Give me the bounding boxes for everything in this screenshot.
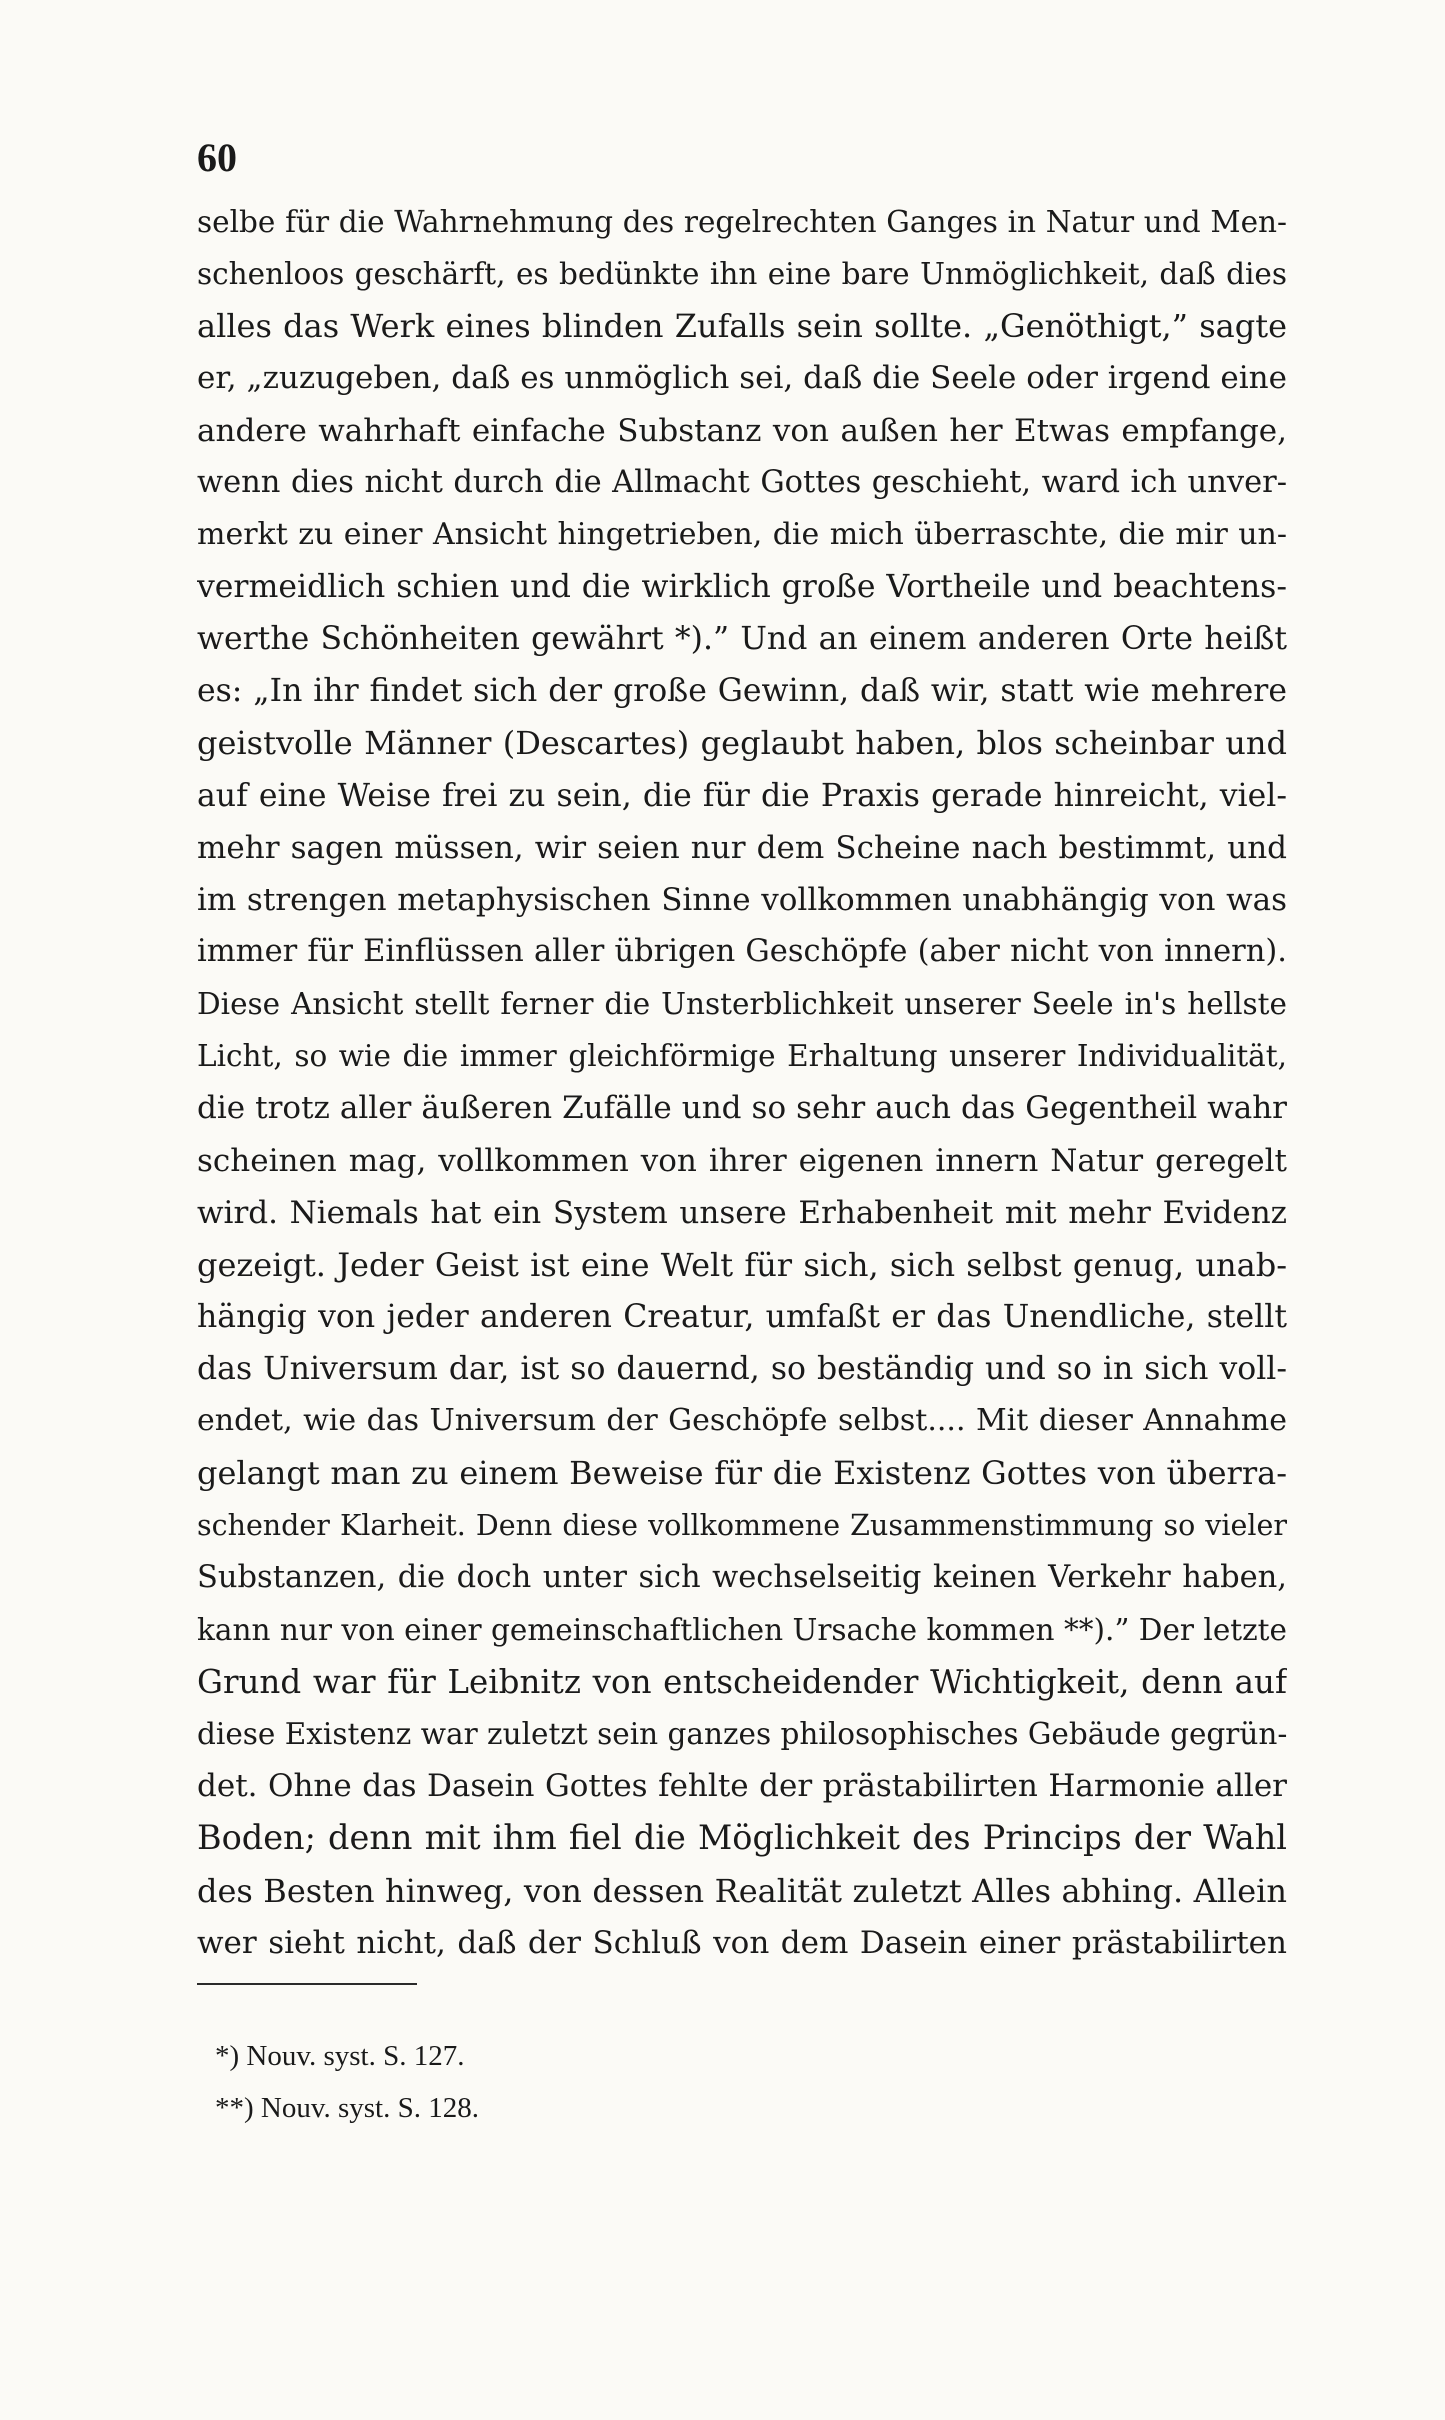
text-line: wer sieht nicht, daß der Schluß von dem Dasein einer prästabilirten <box>197 1924 1287 1961</box>
text-line: wenn dies nicht durch die Allmacht Gottes geschieht, ward ich unver- <box>197 464 1287 500</box>
text-line: wird. Niemals hat ein System unsere Erhabenheit mit mehr Evidenz <box>197 1194 1287 1231</box>
text-line: geistvolle Männer (Descartes) geglaubt haben, blos scheinbar und <box>197 724 1287 763</box>
text-line: des Besten hinweg, von dessen Realität zuletzt Alles abhing. Allein <box>197 1871 1287 1910</box>
text-line: endet, wie das Universum der Geschöpfe selbst.... Mit dieser Annahme <box>197 1403 1287 1439</box>
text-line: er, „zuzugeben, daß es unmöglich sei, daß die Seele oder irgend eine <box>197 360 1287 397</box>
text-line: die trotz aller äußeren Zufälle und so sehr auch das Gegentheil wahr <box>197 1090 1287 1127</box>
text-line: diese Existenz war zuletzt sein ganzes philosophisches Gebäude gegrün- <box>197 1717 1287 1752</box>
text-line: Boden; denn mit ihm fiel die Möglichkeit des Princips der Wahl <box>197 1818 1287 1858</box>
text-line: scheinen mag, vollkommen von ihrer eigenen innern Natur geregelt <box>197 1142 1287 1179</box>
text-line: Substanzen, die doch unter sich wechselseitig keinen Verkehr haben, <box>197 1559 1287 1595</box>
text-line: schender Klarheit. Denn diese vollkommene Zusammenstimmung so vieler <box>197 1508 1287 1542</box>
text-line: schenloos geschärft, es bedünkte ihn eine bare Unmöglichkeit, daß dies <box>197 257 1287 292</box>
text-line: selbe für die Wahrnehmung des regelrechten Ganges in Natur und Men- <box>197 205 1287 239</box>
text-line: Grund war für Leibnitz von entscheidender Wichtigkeit, denn auf <box>197 1662 1287 1701</box>
footnotes <box>215 2030 479 2134</box>
footnote-rule <box>197 1983 417 1985</box>
text-line: vermeidlich schien und die wirklich große Vortheile und beachtens- <box>197 568 1287 605</box>
page-number: 60 <box>197 135 237 180</box>
text-line: das Universum dar, ist so dauernd, so beständig und so in sich voll- <box>197 1351 1287 1388</box>
text-line: merkt zu einer Ansicht hingetrieben, die mich überraschte, die mir un- <box>197 516 1287 552</box>
text-line: mehr sagen müssen, wir seien nur dem Scheine nach bestimmt, und <box>197 829 1287 866</box>
body-text <box>197 196 1287 1969</box>
text-line: werthe Schönheiten gewährt *).” Und an einem anderen Orte heißt <box>197 621 1287 658</box>
text-line: auf eine Weise frei zu sein, die für die Praxis gerade hinreicht, viel- <box>197 777 1287 814</box>
text-line: det. Ohne das Dasein Gottes fehlte der prästabilirten Harmonie aller <box>197 1768 1287 1805</box>
text-line: hängig von jeder anderen Creatur, umfaßt er das Unendliche, stellt <box>197 1298 1287 1335</box>
footnote: **) Nouv. syst. S. 128. <box>215 2092 479 2124</box>
text-line: gelangt man zu einem Beweise für die Existenz Gottes von überra- <box>197 1454 1287 1493</box>
text-line: andere wahrhaft einfache Substanz von außen her Etwas empfange, <box>197 412 1287 449</box>
text-line: immer für Einflüssen aller übrigen Geschöpfe (aber nicht von innern). <box>197 933 1287 969</box>
text-line: Diese Ansicht stellt ferner die Unsterblichkeit unserer Seele in's hellste <box>197 987 1287 1022</box>
text-line: gezeigt. Jeder Geist ist eine Welt für sich, sich selbst genug, unab- <box>197 1245 1287 1284</box>
text-line: kann nur von einer gemeinschaftlichen Ursache kommen **).” Der letzte <box>197 1612 1287 1647</box>
text-line: es: „In ihr findet sich der große Gewinn, daß wir, statt wie mehrere <box>197 673 1287 710</box>
text-line: alles das Werk eines blinden Zufalls sein sollte. „Genöthigt,” sagte <box>197 307 1287 346</box>
text-line: Licht, so wie die immer gleichförmige Erhaltung unserer Individualität, <box>197 1039 1287 1074</box>
footnote: *) Nouv. syst. S. 127. <box>215 2040 465 2072</box>
text-line: im strengen metaphysischen Sinne vollkommen unabhängig von was <box>197 881 1287 918</box>
